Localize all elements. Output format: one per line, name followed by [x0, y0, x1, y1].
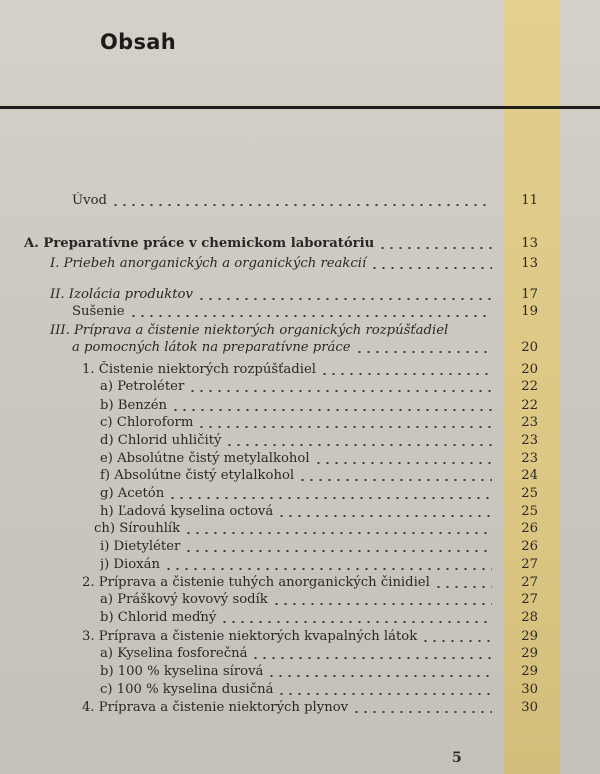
dot-leader [164, 568, 492, 570]
dot-leader [277, 693, 492, 695]
toc-page-number [498, 322, 538, 340]
dot-leader [370, 267, 492, 269]
header-rule [0, 106, 600, 109]
dot-leader [225, 444, 492, 446]
toc-entry [0, 556, 560, 574]
dot-leader [168, 497, 492, 499]
toc-entry-title: c) 100 % kyselina dusičná [100, 682, 274, 697]
dot-leader [171, 409, 492, 411]
toc-entry-title: 3. Príprava a čistenie niektorých kvapalných látok [82, 629, 418, 644]
dot-leader [378, 247, 492, 249]
toc-entry [0, 414, 560, 432]
dot-leader [277, 515, 492, 517]
toc-entry-title: b) Chlorid meďný [100, 610, 217, 625]
toc-entry [0, 339, 560, 357]
toc-entry-title: j) Dioxán [100, 557, 160, 572]
toc-entry-title: II. Izolácia produktov [50, 287, 193, 302]
dot-leader [320, 373, 492, 375]
dot-leader [184, 532, 492, 534]
toc-entry-title: a) Práškový kovový sodík [100, 592, 268, 607]
toc-entry [0, 645, 560, 663]
toc-entry-title: c) Chloroform [100, 415, 194, 430]
toc-page-number: 11 [521, 193, 538, 208]
toc-page-number: 13 [521, 256, 538, 271]
toc-page-number: 28 [521, 610, 538, 625]
toc-entry-title: 4. Príprava a čistenie niektorých plynov [82, 700, 349, 715]
toc-entry-title: a) Petroléter [100, 379, 185, 394]
toc-page-number: 26 [521, 521, 538, 536]
toc-entry [0, 628, 560, 646]
dot-leader [434, 586, 492, 588]
toc-page-number: 13 [521, 236, 538, 251]
toc-page-number: 29 [521, 646, 538, 661]
toc-entry-title: h) Ľadová kyselina octová [100, 504, 274, 519]
toc-entry-title: Sušenie [72, 304, 125, 319]
toc-page-number: 22 [521, 398, 538, 413]
toc-entry [0, 235, 560, 253]
toc-entry-title: 2. Príprava a čistenie tuhých anorganických činidiel [82, 575, 430, 590]
toc-entry-title: b) Benzén [100, 398, 168, 413]
toc-entry [0, 503, 560, 521]
dot-leader [188, 390, 492, 392]
toc-entry [0, 681, 560, 699]
toc-entry [0, 432, 560, 450]
dot-leader [197, 426, 492, 428]
dot-leader [184, 550, 492, 552]
toc-entry-title: d) Chlorid uhličitý [100, 433, 222, 448]
toc-page-number: 22 [521, 379, 538, 394]
page-title: Obsah [100, 30, 177, 54]
toc-entry [0, 663, 560, 681]
dot-leader [111, 204, 492, 206]
toc-entry-title: A. Preparatívne práce v chemickom laboratóriu [24, 236, 375, 251]
toc-page-number: 20 [521, 340, 538, 355]
toc-page-number: 23 [521, 415, 538, 430]
toc-entry [0, 303, 560, 321]
toc-page-number: 25 [521, 504, 538, 519]
toc-entry [0, 485, 560, 503]
toc-entry [0, 538, 560, 556]
dot-leader [129, 315, 492, 317]
dot-leader [251, 657, 492, 659]
toc-entry [0, 699, 560, 717]
toc-entry-title: ch) Sírouhlík [94, 521, 181, 536]
dot-leader [197, 298, 492, 300]
toc-entry-title: g) Acetón [100, 486, 165, 501]
toc-page-number: 19 [521, 304, 538, 319]
toc-entry [0, 192, 560, 210]
toc-entry [0, 397, 560, 415]
toc-page-number: 26 [521, 539, 538, 554]
toc-page-number: 27 [521, 592, 538, 607]
toc-entry-title: a pomocných látok na preparatívne práce [72, 340, 351, 355]
toc-entry-title: III. Príprava a čistenie niektorých organických rozpúšťadiel [50, 323, 449, 338]
toc-entry [0, 591, 560, 609]
dot-leader [220, 621, 492, 623]
toc-entry [0, 286, 560, 304]
toc-entry-title: b) 100 % kyselina sírová [100, 664, 264, 679]
toc-page-number: 29 [521, 629, 538, 644]
toc-page-number: 27 [521, 557, 538, 572]
toc-entry-title: a) Kyselina fosforečná [100, 646, 248, 661]
toc-page-number: 20 [521, 362, 538, 377]
dot-leader [421, 640, 492, 642]
page-number: 5 [452, 750, 462, 766]
toc-entry [0, 467, 560, 485]
toc-entry-title: e) Absolútne čistý metylalkohol [100, 451, 310, 466]
toc-page-number: 24 [521, 468, 538, 483]
dot-leader [355, 351, 492, 353]
toc-entry [0, 322, 560, 340]
toc-entry-title: i) Dietyléter [100, 539, 181, 554]
dot-leader [272, 603, 492, 605]
toc-page-number: 29 [521, 664, 538, 679]
toc-page-number: 23 [521, 451, 538, 466]
toc-page-number: 30 [521, 682, 538, 697]
toc-entry [0, 609, 560, 627]
toc-entry [0, 378, 560, 396]
toc-page-number: 23 [521, 433, 538, 448]
toc-entry [0, 255, 560, 273]
toc-entry [0, 450, 560, 468]
toc-entry-title: f) Absolútne čistý etylalkohol [100, 468, 295, 483]
toc-page-number: 25 [521, 486, 538, 501]
toc-entry [0, 574, 560, 592]
dot-leader [267, 675, 492, 677]
toc-entry-title: I. Priebeh anorganických a organických reakcií [50, 256, 367, 271]
dot-leader [314, 462, 492, 464]
toc-page-number: 27 [521, 575, 538, 590]
dot-leader [298, 479, 492, 481]
toc-entry [0, 361, 560, 379]
toc-page-number: 17 [521, 287, 538, 302]
toc-entry-title: Úvod [72, 193, 107, 208]
dot-leader [352, 711, 492, 713]
toc-entry-title: 1. Čistenie niektorých rozpúšťadiel [82, 362, 316, 377]
toc-entry [0, 520, 560, 538]
toc-page-number: 30 [521, 700, 538, 715]
